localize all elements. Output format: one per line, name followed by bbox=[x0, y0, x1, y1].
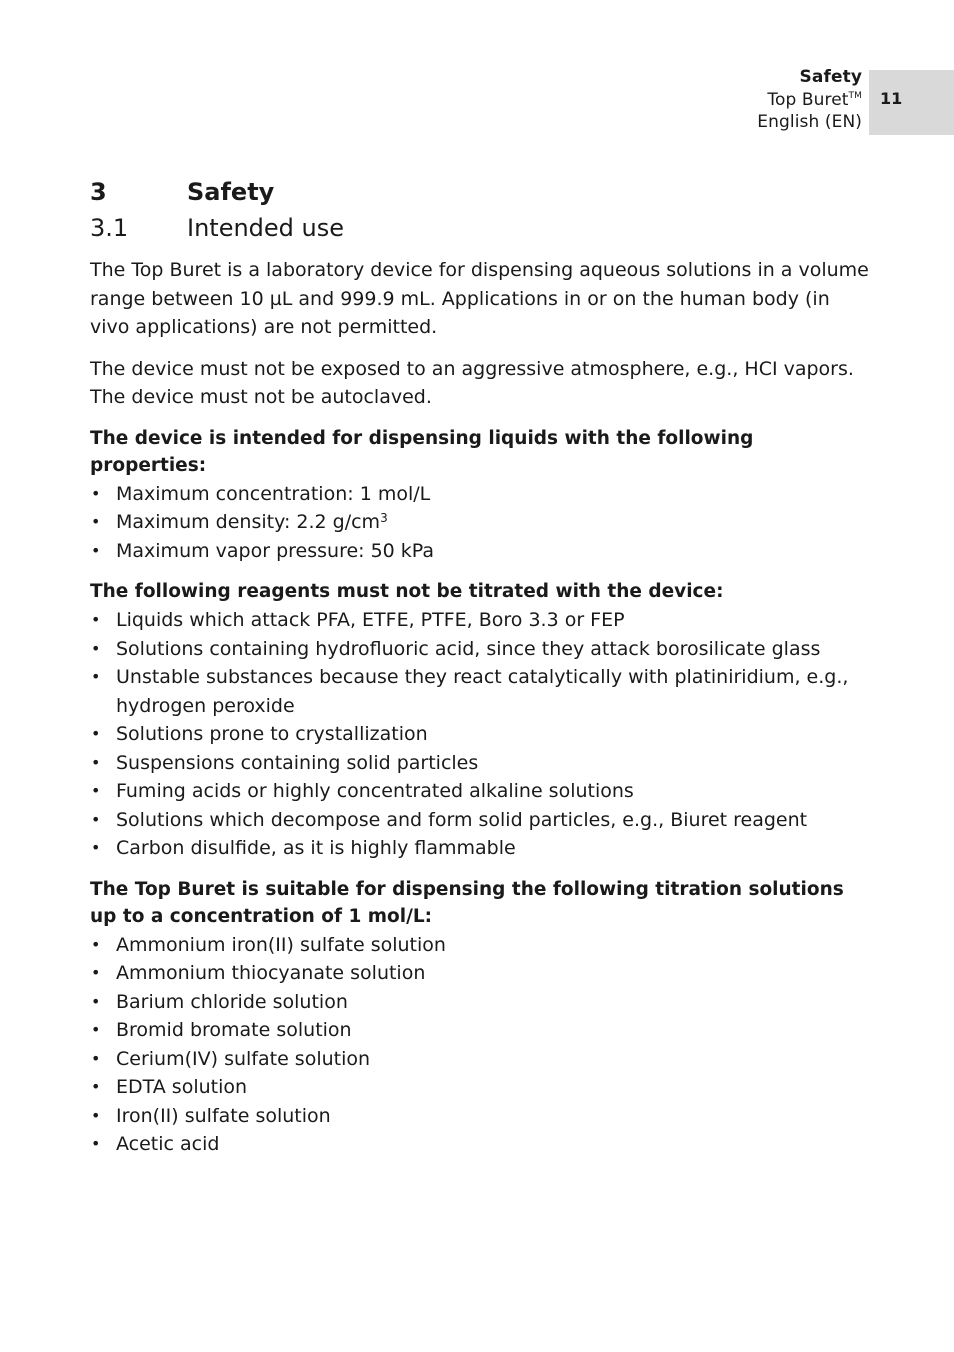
bullet-icon: • bbox=[91, 991, 101, 1011]
list-item: • Maximum concentration: 1 mol/L bbox=[90, 480, 870, 509]
list-item: • Iron(II) sulfate solution bbox=[90, 1102, 870, 1131]
paragraph-atmosphere: The device must not be exposed to an aggressive atmosphere, e.g., HCI vapors. The device must not be autoclaved. bbox=[90, 357, 854, 408]
chapter-title: Safety bbox=[187, 178, 275, 206]
paragraph-intended-use: The Top Buret is a laboratory device for dispensing aqueous solutions in a volume range between 10 µL and 999.9 mL. Applications in or on the human body (in vivo applications) are not permitted. bbox=[90, 259, 869, 338]
list-item: • Solutions prone to crystallization bbox=[90, 720, 870, 749]
list-item: • Unstable substances because they react catalytically with platiniridium, e.g., hydrogen peroxide bbox=[90, 663, 870, 720]
list-item: • Liquids which attack PFA, ETFE, PTFE, Boro 3.3 or FEP bbox=[90, 606, 870, 635]
bullet-icon: • bbox=[91, 781, 101, 800]
header-language: English (EN) bbox=[757, 112, 862, 132]
list-item: • Ammonium iron(II) sulfate solution bbox=[90, 931, 870, 960]
bullet-icon: • bbox=[91, 638, 101, 658]
titration-list bbox=[90, 931, 870, 1159]
list-item: • Ammonium thiocyanate solution bbox=[90, 959, 870, 988]
header-product-name: Top Buret™ bbox=[767, 89, 862, 110]
bullet-icon: • bbox=[91, 1048, 101, 1068]
bullet-icon: • bbox=[91, 809, 101, 829]
bullet-icon: • bbox=[91, 667, 101, 686]
trademark-symbol: TM bbox=[848, 90, 862, 101]
page-number-tab bbox=[869, 70, 954, 135]
bullet-icon: • bbox=[91, 610, 101, 629]
list-item: • EDTA solution bbox=[90, 1073, 870, 1102]
properties-list bbox=[90, 480, 870, 566]
list-item: • Carbon disulfide, as it is highly flammable bbox=[90, 834, 870, 863]
running-header bbox=[757, 66, 862, 134]
bullet-icon: • bbox=[91, 483, 101, 503]
section-number: 3.1 bbox=[90, 214, 129, 242]
properties-heading: The device is intended for dispensing liquids with the following properties: bbox=[90, 427, 754, 476]
chapter-number: 3 bbox=[90, 178, 107, 206]
reagents-list bbox=[90, 606, 870, 863]
list-item: • Cerium(IV) sulfate solution bbox=[90, 1045, 870, 1074]
titration-heading: The Top Buret is suitable for dispensing the following titration solutions up to a concentration of 1 mol/L: bbox=[90, 878, 844, 927]
list-item: • Barium chloride solution bbox=[90, 988, 870, 1017]
page-number: 11 bbox=[880, 89, 903, 108]
section-title: Intended use bbox=[187, 214, 345, 242]
page-content bbox=[90, 174, 870, 1172]
list-item: • Solutions containing hydrofluoric acid, since they attack borosilicate glass bbox=[90, 635, 870, 664]
list-item: • Maximum vapor pressure: 50 kPa bbox=[90, 537, 870, 566]
bullet-icon: • bbox=[91, 934, 101, 954]
bullet-icon: • bbox=[91, 540, 101, 560]
bullet-icon: • bbox=[91, 724, 101, 743]
list-item: • Bromid bromate solution bbox=[90, 1016, 870, 1045]
list-item: • Acetic acid bbox=[90, 1130, 870, 1159]
bullet-icon: • bbox=[91, 838, 101, 857]
bullet-icon: • bbox=[91, 1020, 101, 1039]
bullet-icon: • bbox=[91, 1105, 101, 1125]
header-section-name: Safety bbox=[799, 67, 862, 87]
bullet-icon: • bbox=[91, 512, 101, 531]
list-item: • Suspensions containing solid particles bbox=[90, 749, 870, 778]
bullet-icon: • bbox=[91, 1134, 101, 1153]
chapter-heading bbox=[90, 174, 870, 210]
reagents-heading: The following reagents must not be titrated with the device: bbox=[90, 581, 724, 602]
bullet-icon: • bbox=[91, 963, 101, 982]
list-item: • Fuming acids or highly concentrated alkaline solutions bbox=[90, 777, 870, 806]
bullet-icon: • bbox=[91, 752, 101, 772]
section-heading bbox=[90, 210, 870, 246]
bullet-icon: • bbox=[91, 1077, 101, 1096]
list-item: • Solutions which decompose and form solid particles, e.g., Biuret reagent bbox=[90, 806, 870, 835]
list-item: • Maximum density: 2.2 $g/cm^3$ bbox=[90, 508, 870, 537]
superscript: 3 bbox=[380, 511, 388, 525]
